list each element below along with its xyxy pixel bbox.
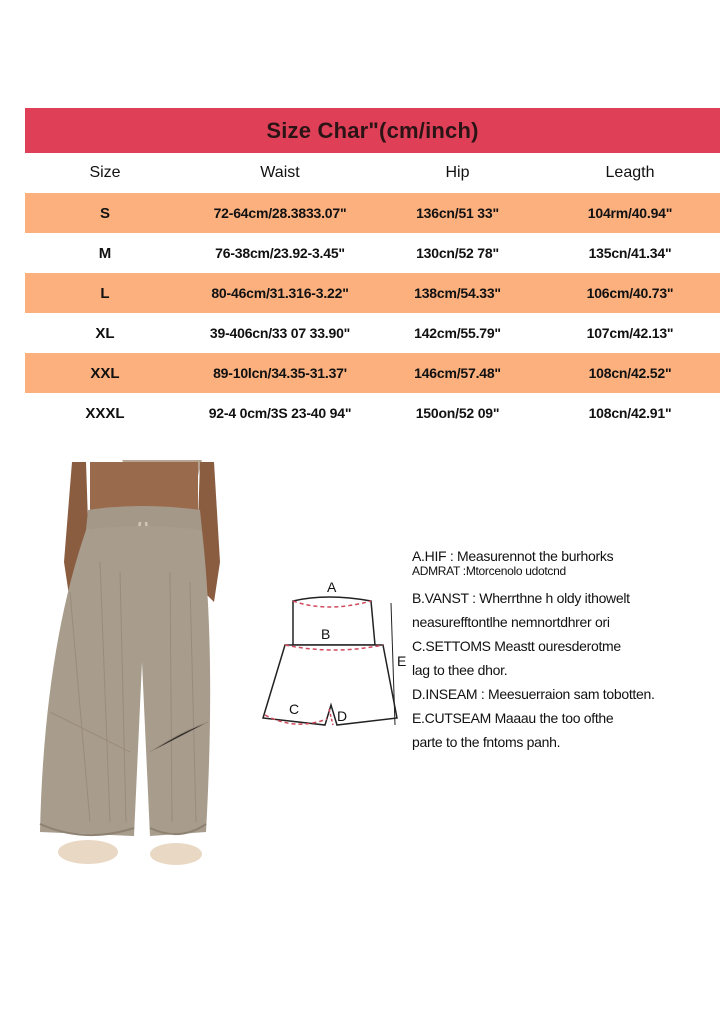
table-row [25,273,720,313]
note-line: C.SETTOMS Meastt ouresderotme [412,638,621,654]
hip-cell: 142cm/55.79" [414,325,501,341]
table-header-row [25,153,720,193]
note-line: lag to thee dhor. [412,662,508,678]
diagram-label-c: C [289,701,300,717]
length-cell: 107cm/42.13" [586,325,674,341]
size-cell: XL [95,324,115,342]
column-header-size: Size [89,164,121,181]
hip-cell: 150on/52 09" [415,405,500,421]
diagram-label-a: A [327,579,337,595]
note-line: B.VANST : Wherrthne h oldy ithowelt [412,590,630,606]
product-photo [30,452,240,872]
waist-cell: 39-406cn/33 07 33.90" [209,325,351,341]
diagram-waistband-outline [293,597,375,645]
waist-cell: 80-46cm/31.316-3.22" [211,285,349,301]
hip-cell: 138cm/54.33" [414,285,501,301]
waist-cell: 89-10lcn/34.35-31.37' [213,365,347,381]
diagram-label-e: E [397,653,407,669]
torso-shape [90,462,198,510]
length-cell: 108cn/42.52" [588,365,672,381]
size-table [25,153,720,433]
note-line: D.INSEAM : Meesuerraion sam tobotten. [412,686,655,702]
right-shoe-shape [150,843,202,865]
table-row [25,313,720,353]
length-cell: 108cn/42.91" [588,405,672,421]
measurement-diagram [255,575,415,745]
hip-cell: 130cn/52 78" [416,245,499,261]
column-header-waist: Waist [260,164,300,181]
hip-cell: 146cm/57.48" [414,365,501,381]
size-chart-title: Size Char"(cm/inch) [266,117,479,143]
waist-cell: 76-38cm/23.92-3.45" [215,245,345,261]
size-cell: M [98,244,112,262]
waist-cell: 92-4 0cm/3S 23-40 94" [208,405,352,421]
diagram-label-b: B [321,626,331,642]
length-cell: 104rm/40.94" [587,205,673,221]
length-cell: 135cn/41.34" [588,245,672,261]
hip-cell: 136cn/51 33" [416,205,499,221]
size-cell: L [100,284,110,302]
size-cell: S [99,204,110,222]
note-line: neasurefftontlhe nemnortdhrer ori [412,614,610,630]
note-line: A.HIF : Measurennot the burhorks [412,548,614,564]
diagram-label-d: D [337,708,348,724]
waist-cell: 72-64cm/28.3833.07" [213,205,347,221]
size-cell: XXL [90,364,120,382]
length-cell: 106cm/40.73" [586,285,674,301]
diagram-shorts-outline [263,645,397,725]
note-line: parte to the fntoms panh. [412,734,561,750]
measurement-notes [412,548,712,754]
table-row [25,193,720,233]
size-cell: XXXL [85,404,125,422]
left-shoe-shape [58,840,118,864]
column-header-hip: Hip [445,164,470,181]
column-header-length: Leagth [605,164,655,181]
note-line: E.CUTSEAM Maaau the too ofthe [412,710,614,726]
table-row [25,233,720,273]
table-row [25,393,720,433]
size-chart-header [25,108,720,153]
note-line: ADMRAT :Mtorcenolo udotcnd [412,564,566,578]
table-row [25,353,720,393]
